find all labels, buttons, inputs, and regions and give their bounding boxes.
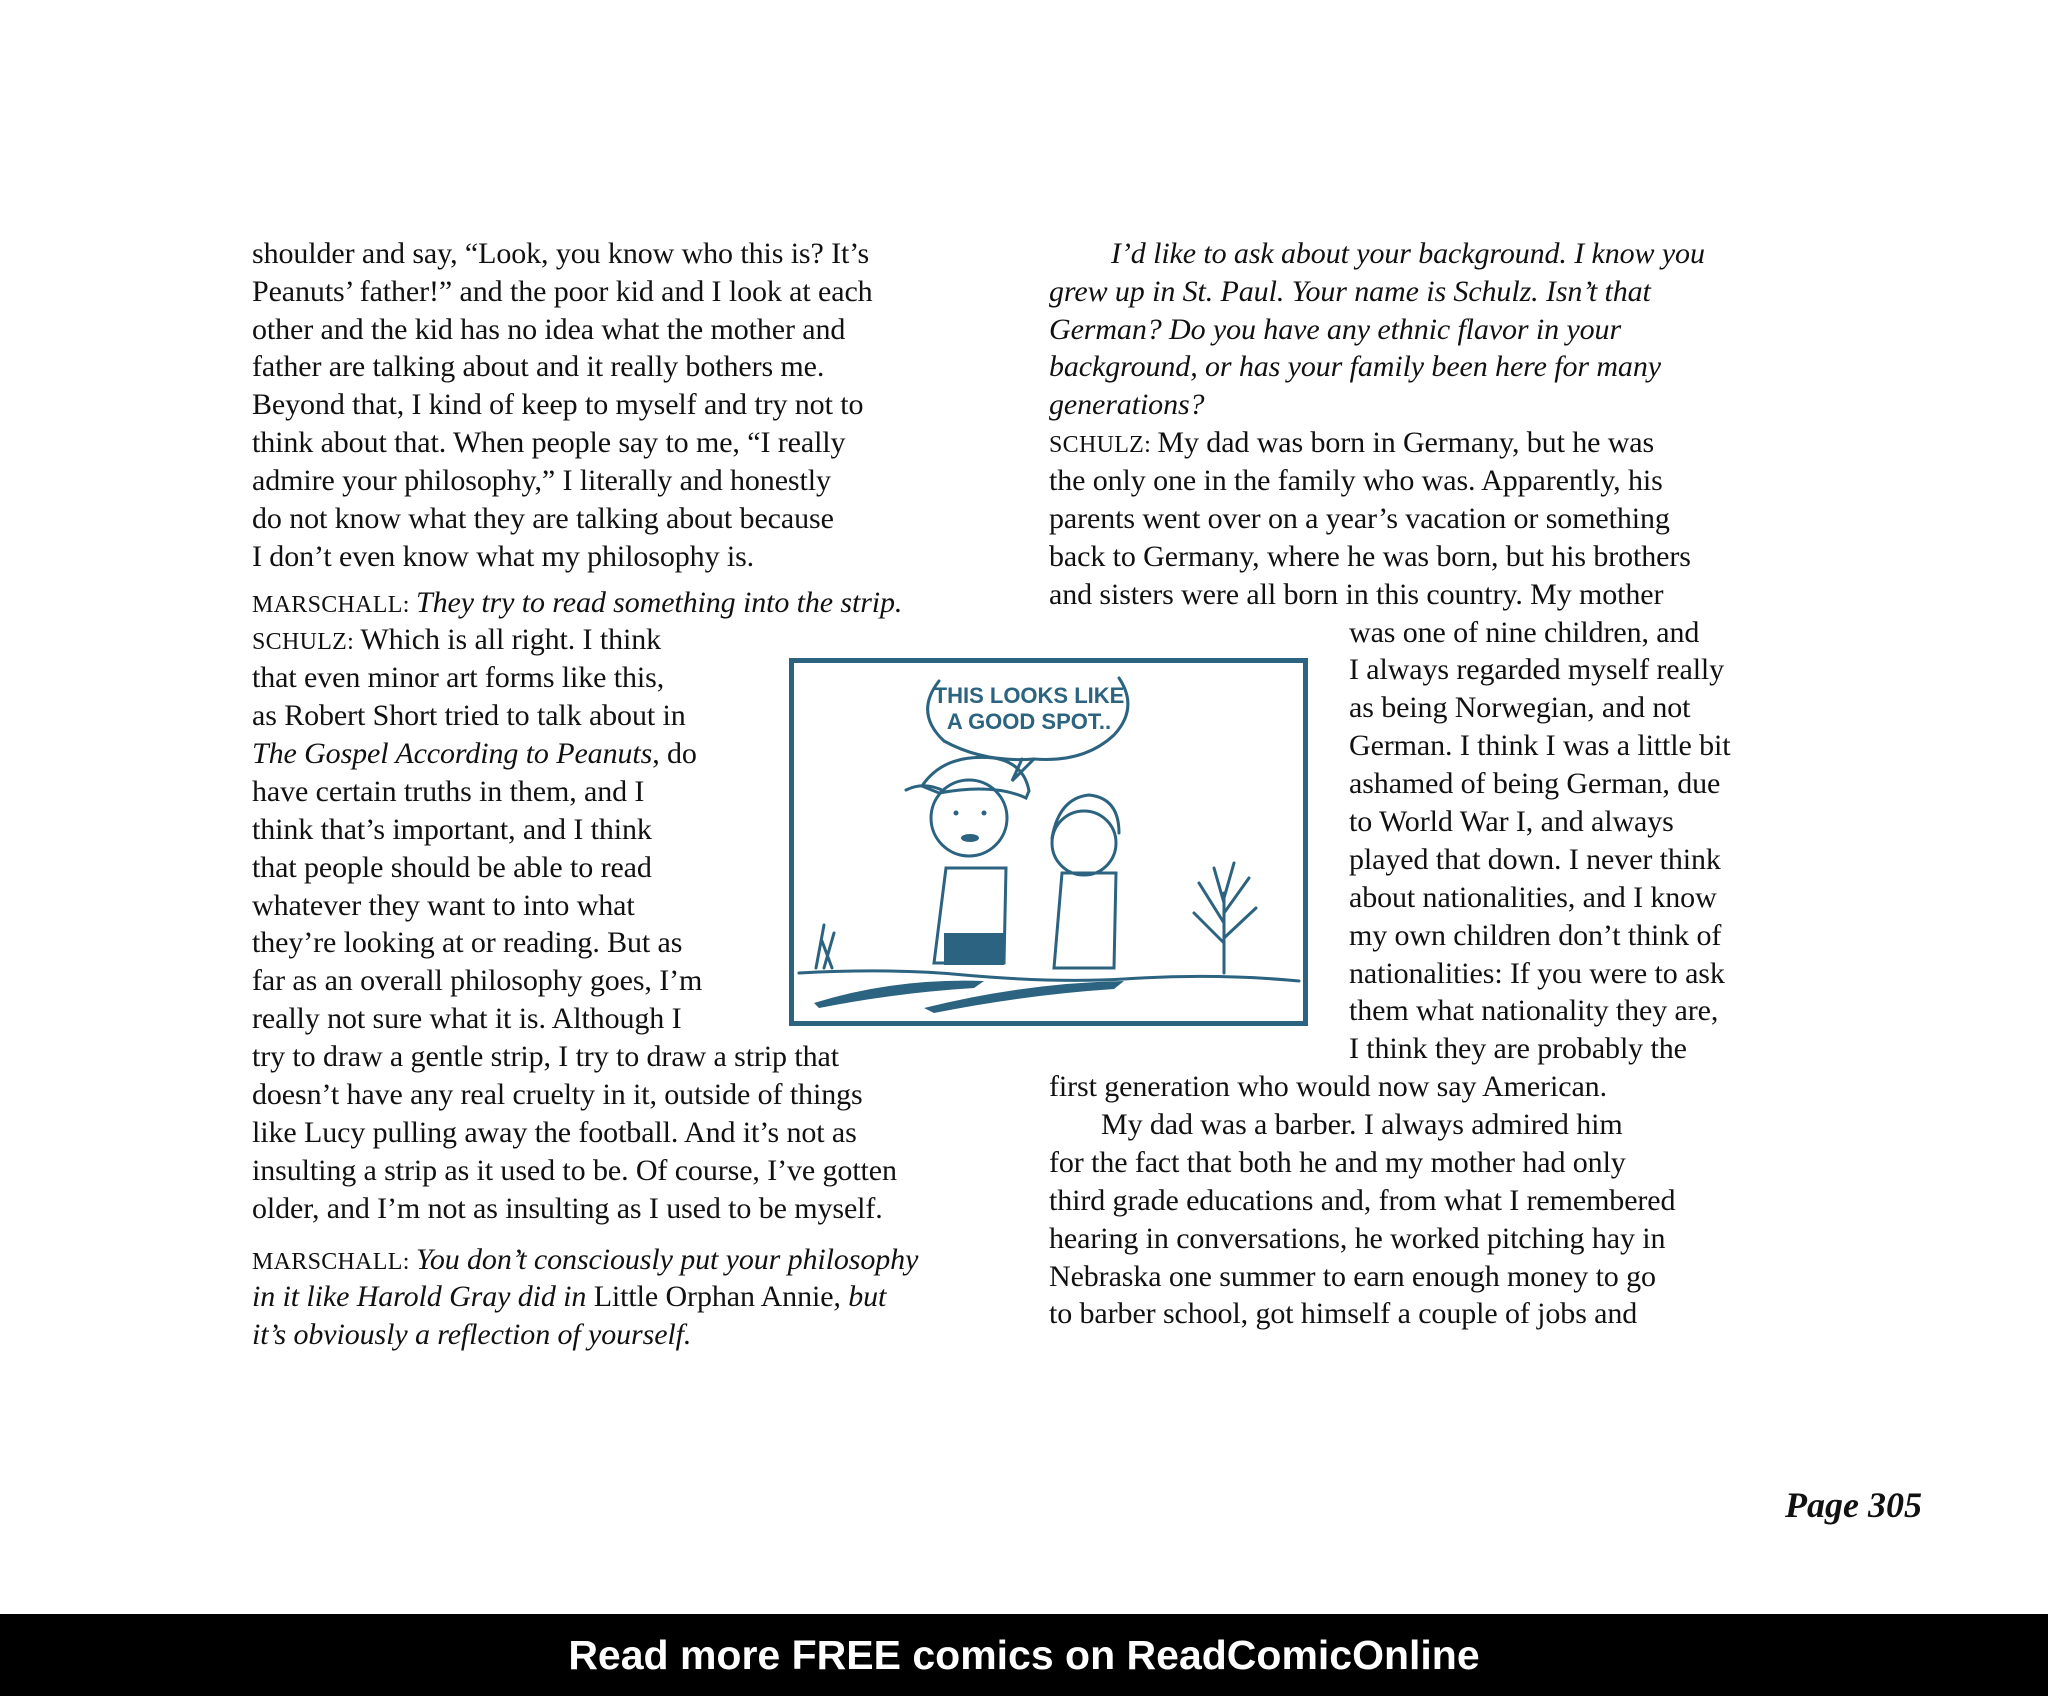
text-run: back to Germany, where he was born, but his brothers: [1049, 540, 1691, 573]
left-column-line: [252, 661, 664, 695]
left-column-line: [252, 851, 652, 885]
svg-text:THIS LOOKS LIKE: THIS LOOKS LIKE: [933, 683, 1125, 708]
left-column-line: [252, 275, 873, 309]
text-run: The Gospel According to Peanuts: [252, 737, 653, 770]
right-column-line: [1349, 653, 1724, 687]
text-run: grew up in St. Paul. Your name is Schulz. Isn’t that: [1049, 275, 1651, 308]
left-column-line: [252, 464, 831, 498]
text-run: admire your philosophy,” I literally and honestly: [252, 464, 831, 497]
text-run: background, or has your family been here for many: [1049, 350, 1661, 383]
text-run: Nebraska one summer to earn enough money to go: [1049, 1260, 1656, 1293]
text-run: them what nationality they are,: [1349, 994, 1719, 1027]
text-run: Peanuts’ father!” and the poor kid and I look at each: [252, 275, 873, 308]
page-number: Page 305: [1785, 1485, 1922, 1525]
left-column-line: [252, 1116, 857, 1150]
right-column-line: [1049, 426, 1654, 462]
right-column-line: [1349, 957, 1725, 991]
right-column-line: [1349, 691, 1690, 725]
text-run: I always regarded myself really: [1349, 653, 1725, 686]
left-column-line: [252, 775, 644, 809]
right-column-line: [1049, 540, 1691, 574]
left-column-line: [252, 737, 697, 771]
right-column-line: [1349, 881, 1717, 915]
text-run: in it like Harold Gray did in: [252, 1280, 594, 1313]
text-run: German. I think I was a little bit: [1349, 729, 1731, 762]
comic-illustration: [794, 663, 1303, 1021]
left-column-line: [252, 388, 863, 422]
text-run: that people should be able to read: [252, 851, 652, 884]
text-run: insulting a strip as it used to be. Of course, I’ve gotten: [252, 1154, 897, 1187]
right-column-line: [1049, 388, 1204, 422]
text-run: like Lucy pulling away the football. And it’s not as: [252, 1116, 857, 1149]
text-run: I think they are probably the: [1349, 1032, 1687, 1065]
left-column-line: [252, 813, 652, 847]
right-column-line: [1049, 1184, 1675, 1218]
right-column-line: [1349, 843, 1721, 877]
text-run: Which is all right. I think: [360, 623, 662, 656]
right-column-line: [1349, 919, 1721, 953]
text-run: and sisters were all born in this country. My mother: [1049, 578, 1664, 611]
left-column-line: [252, 586, 902, 622]
left-column-line: [252, 699, 686, 733]
footer-banner[interactable]: [0, 1614, 2048, 1696]
svg-text:A GOOD SPOT..: A GOOD SPOT..: [946, 709, 1112, 734]
text-run: think that’s important, and I think: [252, 813, 652, 846]
text-run: generations?: [1049, 388, 1205, 421]
text-run: I don’t even know what my philosophy is.: [252, 540, 755, 573]
speaker-label: SCHULZ:: [1049, 432, 1158, 458]
text-run: for the fact that both he and my mother had only: [1049, 1146, 1626, 1179]
text-run: other and the kid has no idea what the mother and: [252, 313, 846, 346]
right-column-line: [1049, 1297, 1637, 1331]
left-column-line: [252, 926, 682, 960]
text-run: as Robert Short tried to talk about in: [252, 699, 686, 732]
left-column-line: [252, 237, 869, 271]
text-run: They try to read something into the strip.: [416, 586, 903, 619]
right-column-line: [1049, 1070, 1607, 1104]
text-run: , but: [833, 1280, 887, 1313]
text-run: My dad was born in Germany, but he was: [1157, 426, 1655, 459]
right-column-line: [1101, 1108, 1623, 1142]
left-column-line: [252, 1318, 691, 1352]
left-column-line: [252, 426, 845, 460]
text-run: far as an overall philosophy goes, I’m: [252, 964, 703, 997]
left-column-line: [252, 623, 661, 659]
right-column-line: [1049, 502, 1670, 536]
left-column-line: [252, 1078, 863, 1112]
text-run: to barber school, got himself a couple of jobs and: [1049, 1297, 1638, 1330]
text-run: German? Do you have any ethnic flavor in your: [1049, 313, 1622, 346]
text-run: really not sure what it is. Although I: [252, 1002, 682, 1035]
text-run: was one of nine children, and: [1349, 616, 1700, 649]
text-run: ashamed of being German, due: [1349, 767, 1721, 800]
text-run: older, and I’m not as insulting as I used to be myself.: [252, 1192, 883, 1225]
left-column-line: [252, 1243, 918, 1279]
text-run: my own children don’t think of: [1349, 919, 1722, 952]
left-column-line: [252, 1154, 897, 1188]
speaker-label: MARSCHALL:: [252, 1249, 416, 1275]
text-run: father are talking about and it really bothers me.: [252, 350, 825, 383]
left-column-line: [252, 964, 702, 998]
left-column-line: [252, 350, 824, 384]
right-column-line: [1349, 805, 1674, 839]
right-column-line: [1049, 1222, 1665, 1256]
speaker-label: MARSCHALL:: [252, 592, 416, 618]
speaker-label: SCHULZ:: [252, 629, 361, 655]
left-column-line: [252, 502, 834, 536]
right-column-line: [1349, 729, 1731, 763]
text-run: parents went over on a year’s vacation or something: [1049, 502, 1670, 535]
right-column-line: [1111, 237, 1705, 271]
text-run: that even minor art forms like this,: [252, 661, 665, 694]
left-column-line: [252, 1002, 681, 1036]
text-run: hearing in conversations, he worked pitching hay in: [1049, 1222, 1666, 1255]
text-run: do not know what they are talking about because: [252, 502, 834, 535]
left-column-line: [252, 1192, 883, 1226]
footer-banner-text[interactable]: Read more FREE comics on ReadComicOnline: [568, 1631, 1480, 1678]
right-column-line: [1049, 578, 1663, 612]
text-run: nationalities: If you were to ask: [1349, 957, 1725, 990]
text-run: , do: [652, 737, 697, 770]
left-column-line: [252, 1040, 839, 1074]
text-run: You don’t consciously put your philosophy: [416, 1243, 919, 1276]
left-column-line: [252, 313, 845, 347]
left-column-line: [252, 1280, 886, 1314]
right-column-line: [1049, 350, 1661, 384]
text-run: Little Orphan Annie: [593, 1280, 834, 1313]
text-run: the only one in the family who was. Apparently, his: [1049, 464, 1663, 497]
text-run: played that down. I never think: [1349, 843, 1721, 876]
text-run: first generation who would now say American.: [1049, 1070, 1607, 1103]
text-run: about nationalities, and I know: [1349, 881, 1717, 914]
right-column-line: [1049, 464, 1663, 498]
right-column-line: [1049, 275, 1651, 309]
text-run: Beyond that, I kind of keep to myself and try not to: [252, 388, 864, 421]
text-run: it’s obviously a reflection of yourself.: [252, 1318, 692, 1351]
right-column-line: [1049, 1260, 1656, 1294]
right-column-line: [1349, 767, 1720, 801]
right-column-line: [1049, 313, 1621, 347]
right-column-line: [1349, 616, 1699, 650]
left-column-line: [252, 889, 635, 923]
text-run: to World War I, and always: [1349, 805, 1674, 838]
text-run: they’re looking at or reading. But as: [252, 926, 683, 959]
text-run: My dad was a barber. I always admired him: [1101, 1108, 1623, 1141]
text-run: have certain truths in them, and I: [252, 775, 645, 808]
right-column-line: [1349, 994, 1718, 1028]
text-run: whatever they want to into what: [252, 889, 635, 922]
text-run: try to draw a gentle strip, I try to draw a strip that: [252, 1040, 839, 1073]
text-run: I’d like to ask about your background. I know you: [1111, 237, 1705, 270]
text-run: think about that. When people say to me, “I really: [252, 426, 846, 459]
right-column-line: [1349, 1032, 1687, 1066]
text-run: as being Norwegian, and not: [1349, 691, 1691, 724]
right-column-line: [1049, 1146, 1626, 1180]
left-column-line: [252, 540, 754, 574]
comic-panel: [789, 658, 1308, 1026]
text-run: doesn’t have any real cruelty in it, outside of things: [252, 1078, 863, 1111]
text-run: third grade educations and, from what I remembered: [1049, 1184, 1676, 1217]
text-run: shoulder and say, “Look, you know who this is? It’s: [252, 237, 870, 270]
